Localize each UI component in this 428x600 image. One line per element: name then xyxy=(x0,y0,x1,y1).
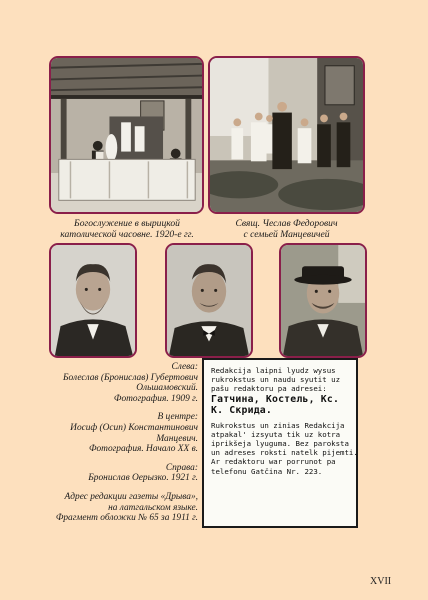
caption-left-line-1: Слева: xyxy=(171,362,198,372)
caption-left-line-4: Фотография. 1909 г. xyxy=(113,393,198,404)
caption-center-line-3: Манцевич. xyxy=(156,433,198,444)
caption-chapel-line-1: Богослужение в вырицкой xyxy=(74,218,180,229)
caption-right-line-1: Справа: xyxy=(165,462,198,473)
photo-priest-family xyxy=(208,56,365,214)
caption-address-line-2: на латгальском языке. xyxy=(108,502,198,513)
caption-center-portrait xyxy=(30,412,198,454)
caption-newspaper-address xyxy=(30,492,198,524)
clipping-address-line: К. Скрида. xyxy=(211,404,272,416)
caption-family-line-1: Свящ. Чеслав Федорович xyxy=(235,218,338,229)
caption-left-line-2: Болеслав (Бронислав) Губертович xyxy=(63,372,198,383)
caption-left-portrait xyxy=(30,362,198,404)
clipping-address-line: Гатчина, Костель, Кс. xyxy=(211,393,340,405)
caption-family-line-2: с семьей Манцевичей xyxy=(243,229,330,240)
clipping-line: rukrokstus un naudu syutit uz xyxy=(211,375,341,385)
caption-left-line-3: Ольшамовский. xyxy=(136,383,198,394)
clipping-line: atpakal' izsyuta tik uz kotra xyxy=(211,429,341,439)
caption-right-line-2: Бронислав Оерызко. 1921 г. xyxy=(88,473,198,484)
photo-chapel-service xyxy=(49,56,204,214)
clipping-line: Rukrokstus un zinias Redakcija xyxy=(211,420,345,430)
clipping-line: telefonu Gatčina Nr. 223. xyxy=(211,466,323,476)
clipping-line: Ar redaktoru war porrunot pa xyxy=(211,457,336,467)
clipping-line: iprikšeja lyuguma. Bez paroksta xyxy=(211,439,349,449)
portrait-left xyxy=(49,243,137,358)
portrait-right xyxy=(279,243,367,358)
clipping-line: Redakcija laipni lyudz wysus xyxy=(211,366,336,375)
portrait-center xyxy=(165,243,253,358)
side-captions xyxy=(30,362,198,532)
caption-address-line-3: Фрагмент обложки № 65 за 1911 г. xyxy=(55,513,198,524)
caption-center-line-4: Фотография. Начало XX в. xyxy=(88,444,198,455)
clipping-line: pašu redaktoru pa adresei: xyxy=(211,384,327,394)
page-number: XVII xyxy=(370,576,392,587)
caption-right-portrait xyxy=(30,463,198,484)
newspaper-clipping xyxy=(202,358,358,528)
caption-center-line-1: В центре: xyxy=(157,412,198,423)
caption-address-line-1: Адрес редакции газеты «Дрыва», xyxy=(64,491,198,502)
caption-chapel-service xyxy=(45,218,209,240)
caption-center-line-2: Иосиф (Осип) Константинович xyxy=(70,422,198,433)
clipping-line: un adreses roksti natelk pijemti. xyxy=(211,448,358,458)
caption-chapel-line-2: католической часовне. 1920-е гг. xyxy=(60,229,194,240)
caption-priest-family xyxy=(208,218,365,240)
